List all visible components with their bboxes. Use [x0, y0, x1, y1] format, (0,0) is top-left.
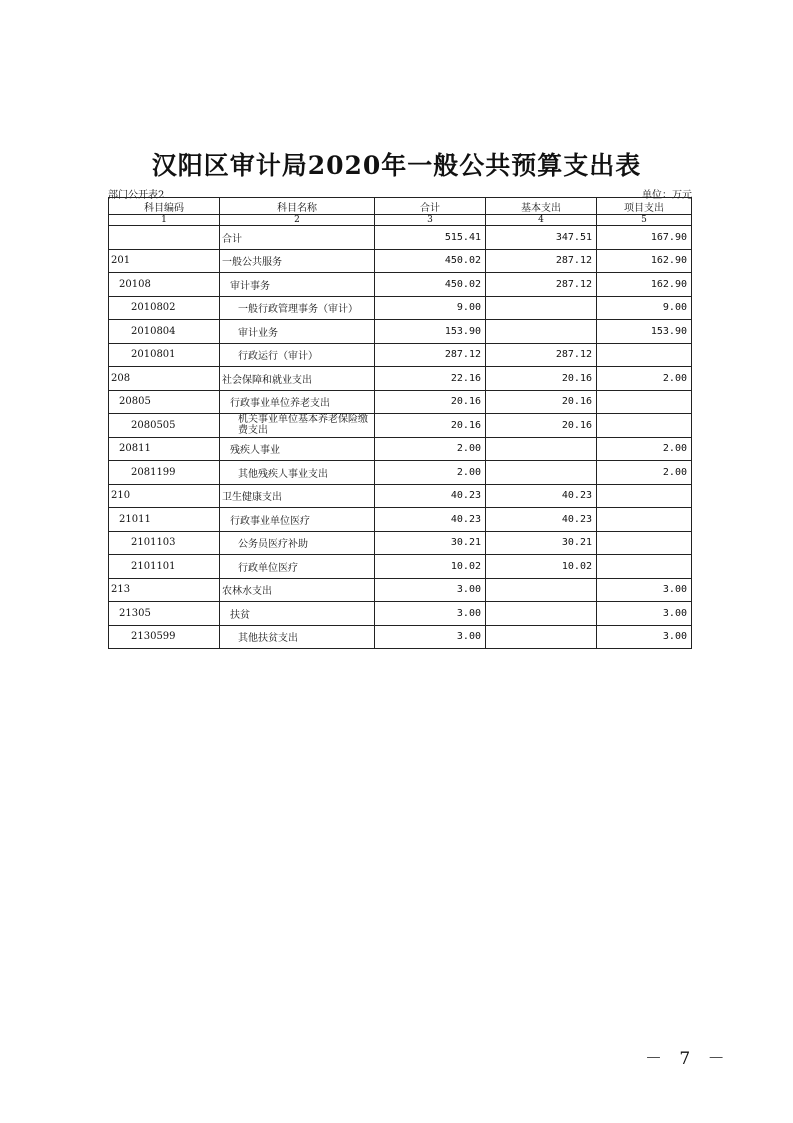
cell-total: 40.23: [375, 508, 486, 532]
cell-total: 20.16: [375, 390, 486, 414]
cell-basic: [486, 625, 597, 649]
cell-basic: 30.21: [486, 531, 597, 555]
cell-name: 扶贫: [220, 602, 375, 626]
table-row: [109, 461, 692, 485]
cell-total: 2.00: [375, 461, 486, 485]
cell-name: 行政运行（审计）: [220, 343, 375, 367]
cell-code: 21305: [109, 602, 220, 626]
table-row: [109, 249, 692, 273]
cell-code: [109, 226, 220, 250]
cell-project: 2.00: [597, 437, 692, 461]
cell-basic: [486, 437, 597, 461]
cell-basic: [486, 602, 597, 626]
cell-code: 2010804: [109, 320, 220, 344]
cell-name: 审计事务: [220, 273, 375, 297]
cell-code: 21011: [109, 508, 220, 532]
cell-name: 其他残疾人事业支出: [220, 461, 375, 485]
cell-total: 22.16: [375, 367, 486, 391]
cell-total: 153.90: [375, 320, 486, 344]
page-title: 汉阳区审计局2020年一般公共预算支出表: [151, 151, 642, 180]
table-row: [109, 296, 692, 320]
cell-code: 20108: [109, 273, 220, 297]
table-number-label: 部门公开表2: [108, 190, 165, 201]
cell-code: 2101103: [109, 531, 220, 555]
cell-code: 2010802: [109, 296, 220, 320]
cell-name: 一般行政管理事务（审计）: [220, 296, 375, 320]
cell-project: 153.90: [597, 320, 692, 344]
cell-basic: [486, 461, 597, 485]
cell-project: [597, 414, 692, 438]
cell-code: 2081199: [109, 461, 220, 485]
cell-project: 3.00: [597, 602, 692, 626]
budget-table: [108, 197, 692, 649]
cell-basic: 287.12: [486, 343, 597, 367]
cell-name: 残疾人事业: [220, 437, 375, 461]
cell-project: 3.00: [597, 625, 692, 649]
cell-name: 卫生健康支出: [220, 484, 375, 508]
cell-project: 162.90: [597, 273, 692, 297]
cell-total: 3.00: [375, 625, 486, 649]
header-row: [109, 198, 692, 215]
table-row: [109, 484, 692, 508]
cell-project: [597, 508, 692, 532]
unit-label: 单位：万元: [642, 190, 692, 201]
cell-code: 2080505: [109, 414, 220, 438]
cell-code: 201: [109, 249, 220, 273]
cell-basic: [486, 296, 597, 320]
cell-name: 行政单位医疗: [220, 555, 375, 579]
cell-total: 20.16: [375, 414, 486, 438]
cell-total: 2.00: [375, 437, 486, 461]
cell-total: 10.02: [375, 555, 486, 579]
cell-code: 2010801: [109, 343, 220, 367]
table-row: [109, 508, 692, 532]
cell-code: 213: [109, 578, 220, 602]
table-row: [109, 625, 692, 649]
cell-basic: 20.16: [486, 414, 597, 438]
cell-name: 机关事业单位基本养老保险缴费支出: [220, 414, 375, 438]
cell-basic: 287.12: [486, 249, 597, 273]
cell-code: 208: [109, 367, 220, 391]
table-row: [109, 273, 692, 297]
cell-basic: 20.16: [486, 390, 597, 414]
cell-total: 515.41: [375, 226, 486, 250]
cell-total: 3.00: [375, 578, 486, 602]
cell-total: 3.00: [375, 602, 486, 626]
cell-basic: 287.12: [486, 273, 597, 297]
table-row: [109, 555, 692, 579]
cell-project: 162.90: [597, 249, 692, 273]
cell-code: 20805: [109, 390, 220, 414]
table-row: [109, 367, 692, 391]
cell-total: 9.00: [375, 296, 486, 320]
cell-name: 农林水支出: [220, 578, 375, 602]
cell-project: [597, 484, 692, 508]
cell-basic: [486, 320, 597, 344]
cell-project: 3.00: [597, 578, 692, 602]
header-code: 科目编码: [109, 198, 220, 215]
cell-code: 210: [109, 484, 220, 508]
cell-project: [597, 343, 692, 367]
cell-basic: [486, 578, 597, 602]
cell-name: 合计: [220, 226, 375, 250]
cell-code: 2101101: [109, 555, 220, 579]
table-row: [109, 414, 692, 438]
cell-project: 2.00: [597, 461, 692, 485]
cell-project: 167.90: [597, 226, 692, 250]
cell-basic: 10.02: [486, 555, 597, 579]
header-index: 4: [486, 215, 597, 226]
header-name: 科目名称: [220, 198, 375, 215]
cell-basic: 40.23: [486, 484, 597, 508]
cell-code: 2130599: [109, 625, 220, 649]
cell-project: [597, 555, 692, 579]
header-total: 合计: [375, 198, 486, 215]
cell-name: 社会保障和就业支出: [220, 367, 375, 391]
cell-project: 2.00: [597, 367, 692, 391]
cell-project: 9.00: [597, 296, 692, 320]
table-row: [109, 437, 692, 461]
header-index: 5: [597, 215, 692, 226]
header-index: 3: [375, 215, 486, 226]
header-index: 2: [220, 215, 375, 226]
table-row: [109, 343, 692, 367]
header-index-row: [109, 215, 692, 226]
header-project: 项目支出: [597, 198, 692, 215]
cell-total: 30.21: [375, 531, 486, 555]
table-row: [109, 578, 692, 602]
table-row: [109, 531, 692, 555]
table-row: [109, 226, 692, 250]
table-row: [109, 390, 692, 414]
page-number: － 7 －: [645, 1049, 731, 1069]
header-basic: 基本支出: [486, 198, 597, 215]
cell-total: 450.02: [375, 249, 486, 273]
cell-project: [597, 390, 692, 414]
table-row: [109, 602, 692, 626]
cell-name: 一般公共服务: [220, 249, 375, 273]
cell-name: 审计业务: [220, 320, 375, 344]
table-row: [109, 320, 692, 344]
cell-project: [597, 531, 692, 555]
cell-basic: 347.51: [486, 226, 597, 250]
cell-basic: 40.23: [486, 508, 597, 532]
cell-code: 20811: [109, 437, 220, 461]
header-index: 1: [109, 215, 220, 226]
cell-name: 行政事业单位医疗: [220, 508, 375, 532]
cell-name: 其他扶贫支出: [220, 625, 375, 649]
cell-total: 287.12: [375, 343, 486, 367]
cell-total: 450.02: [375, 273, 486, 297]
cell-name: 行政事业单位养老支出: [220, 390, 375, 414]
cell-total: 40.23: [375, 484, 486, 508]
cell-basic: 20.16: [486, 367, 597, 391]
cell-name: 公务员医疗补助: [220, 531, 375, 555]
